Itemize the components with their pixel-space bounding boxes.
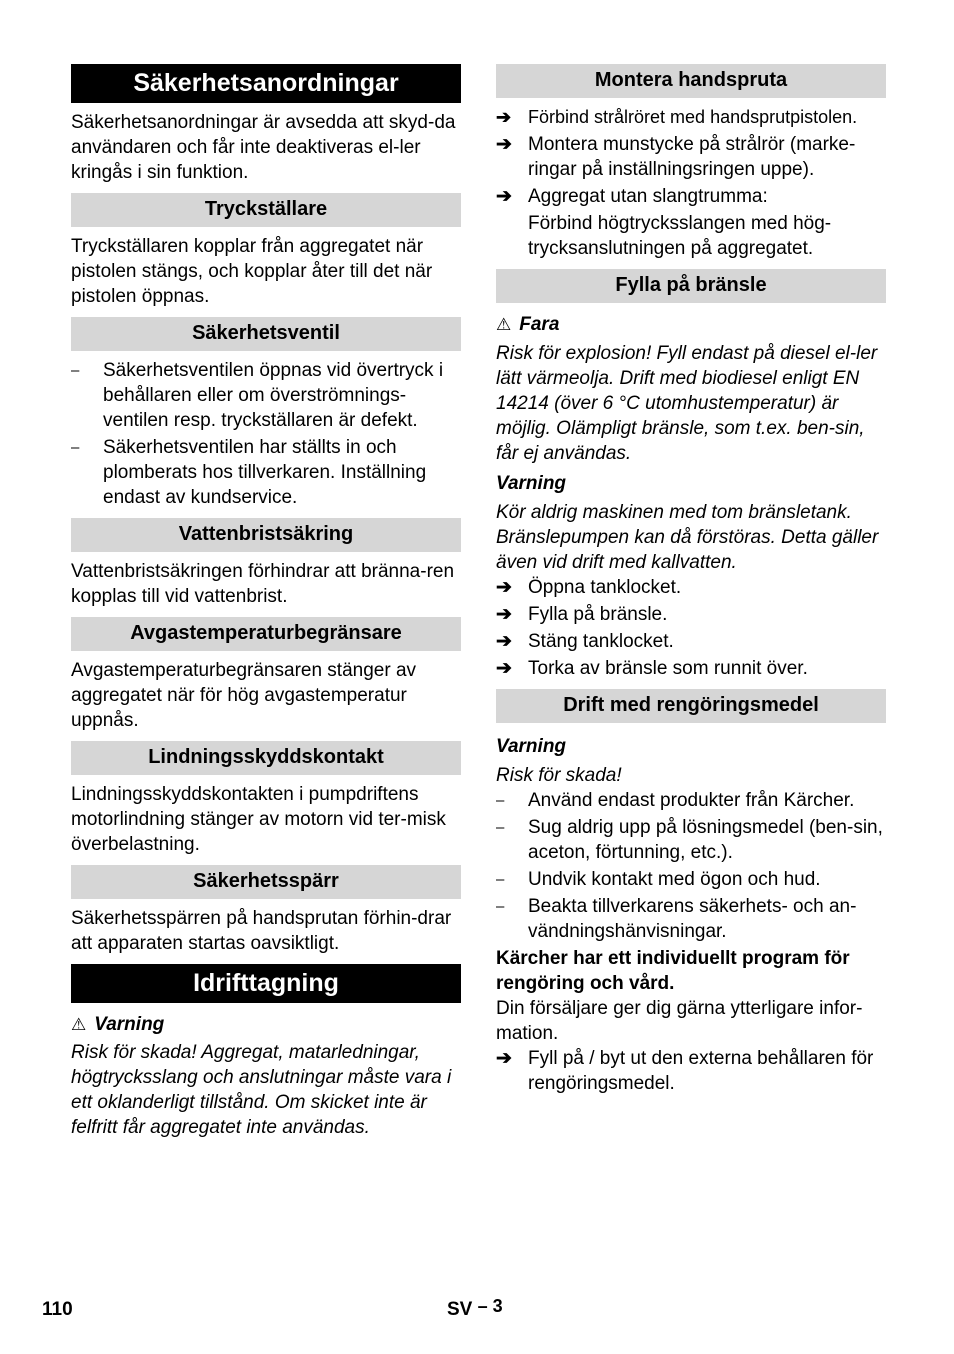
left-column (71, 64, 461, 1140)
fuel-danger-label: ⚠ Fara (496, 314, 560, 335)
dash-bullet: – (496, 792, 505, 809)
fuel-steps-list (496, 575, 886, 681)
fuel-warning-label: Varning (496, 473, 567, 494)
dash-bullet: – (71, 362, 80, 379)
list-item: – Undvik kontakt med ögon och hud. (496, 869, 821, 890)
heading-detergent-operation: Drift med rengöringsmedel (496, 689, 886, 723)
safety-lock-text: Säkerhetsspärren på handsprutan förhin-drar att apparaten startas oavsiktligt. (71, 908, 452, 954)
heading-winding-protection: Lindningsskyddskontakt (71, 741, 461, 775)
dash-bullet: – (496, 819, 505, 836)
list-item: ➔ Förbind strålröret med handsprutpistolen. (496, 105, 886, 130)
arrow-right-icon: ➔ (496, 604, 512, 625)
fuel-danger-text: Risk för explosion! Fyll endast på diesel el-ler lätt värmeolja. Drift med biodiesel enligt EN 14214 (över 6 °C utomhustemperatur) är möjlig. Olämpligt bränsle, som t.ex. ben-sin, får ej användas. (496, 343, 878, 464)
heading-commissioning: Idrifttagning (71, 964, 461, 1003)
safety-valve-list (71, 358, 461, 510)
pressure-switch-text: Tryckställaren kopplar från aggregatet när pistolen stängs, och kopplar åter till det när pistolen öppnas. (71, 236, 433, 307)
arrow-right-icon: ➔ (496, 1048, 512, 1069)
list-item: – Sug aldrig upp på lösningsmedel (ben-sin, aceton, förtunning, etc.). (496, 817, 883, 863)
arrow-right-icon: ➔ (496, 631, 512, 652)
footer-language: SV – 3 (447, 1296, 503, 1320)
dealer-info-text: Din försäljare ger dig gärna ytterligare infor-mation. (496, 998, 863, 1044)
winding-protection-text: Lindningsskyddskontakten i pumpdriftens motorlindning stänger av motorn vid ter-misk överbelastning. (71, 784, 446, 855)
heading-safety-valve: Säkerhetsventil (71, 317, 461, 351)
footer-page-number: 110 (42, 1299, 73, 1320)
list-item: – Säkerhetsventilen öppnas vid övertryck i behållaren eller om överströmnings-ventilen resp. tryckställaren är defekt. (71, 360, 444, 431)
list-item: – Använd endast produkter från Kärcher. (496, 790, 855, 811)
fuel-warning-text: Kör aldrig maskinen med tom bränsletank. Bränslepumpen kan då förstöras. Detta gäller även vid drift med kallvatten. (496, 502, 879, 573)
mount-gun-list (496, 105, 886, 209)
list-item: – Beakta tillverkarens säkerhets- och an-vändningshänvisningar. (496, 896, 857, 942)
right-column (496, 64, 886, 1096)
heading-pressure-switch: Tryckställare (71, 193, 461, 227)
heading-fuel: Fylla på bränsle (496, 269, 886, 303)
arrow-right-icon: ➔ (496, 186, 512, 207)
dash-bullet: – (496, 898, 505, 915)
commissioning-warning-label: ⚠ Varning (71, 1014, 165, 1035)
exhaust-temp-text: Avgastemperaturbegränsaren stänger av aggregatet när för hög avgastemperatur uppnås. (71, 660, 417, 731)
dash-bullet: – (496, 871, 505, 888)
list-item: ➔ Montera munstycke på strålrör (marke-ringar på inställningsringen uppe). (496, 134, 856, 180)
list-item: ➔ Fyll på / byt ut den externa behållaren för rengöringsmedel. (496, 1048, 874, 1094)
detergent-list (496, 788, 886, 944)
karcher-program-note: Kärcher har ett individuellt program för rengöring och vård. (496, 948, 850, 994)
commissioning-warning-text: Risk för skada! Aggregat, matarledningar, högtrycksslang och anslutningar måste vara i ett oklanderligt tillstånd. Om skicket inte är felfritt får aggregatet inte användas. (71, 1042, 452, 1138)
arrow-right-icon: ➔ (496, 107, 512, 127)
list-item: ➔ Öppna tanklocket. (496, 577, 682, 598)
list-item: ➔ Torka av bränsle som runnit över. (496, 658, 808, 679)
detergent-final-list (496, 1046, 886, 1096)
list-item: ➔ Fylla på bränsle. (496, 604, 668, 625)
list-item: ➔ Aggregat utan slangtrumma: (496, 186, 768, 207)
arrow-right-icon: ➔ (496, 577, 512, 598)
detergent-warning-text: Risk för skada! (496, 765, 622, 786)
water-shortage-text: Vattenbristsäkringen förhindrar att bränna-ren kopplas till vid vattenbrist. (71, 561, 455, 607)
arrow-right-icon: ➔ (496, 658, 512, 679)
warning-triangle-icon: ⚠ (496, 315, 512, 334)
mount-gun-sub-text: Förbind högtrycksslangen med hög-trycksanslutningen på aggregatet. (528, 213, 832, 259)
heading-mount-spray-gun: Montera handspruta (496, 64, 886, 98)
heading-safety-lock: Säkerhetsspärr (71, 865, 461, 899)
warning-triangle-icon: ⚠ (71, 1015, 87, 1034)
list-item: – Säkerhetsventilen har ställts in och plomberats hos tillverkaren. Inställning endast av kundservice. (71, 437, 427, 508)
safety-intro: Säkerhetsanordningar är avsedda att skyd-da användaren och får inte deaktiveras el-ler kringås i sin funktion. (71, 112, 456, 183)
heading-exhaust-temp: Avgastemperaturbegränsare (71, 617, 461, 651)
arrow-right-icon: ➔ (496, 134, 512, 155)
detergent-warning-label: Varning (496, 736, 567, 757)
heading-safety-devices: Säkerhetsanordningar (71, 64, 461, 103)
dash-bullet: – (71, 439, 80, 456)
list-item: ➔ Stäng tanklocket. (496, 631, 674, 652)
heading-water-shortage: Vattenbristsäkring (71, 518, 461, 552)
